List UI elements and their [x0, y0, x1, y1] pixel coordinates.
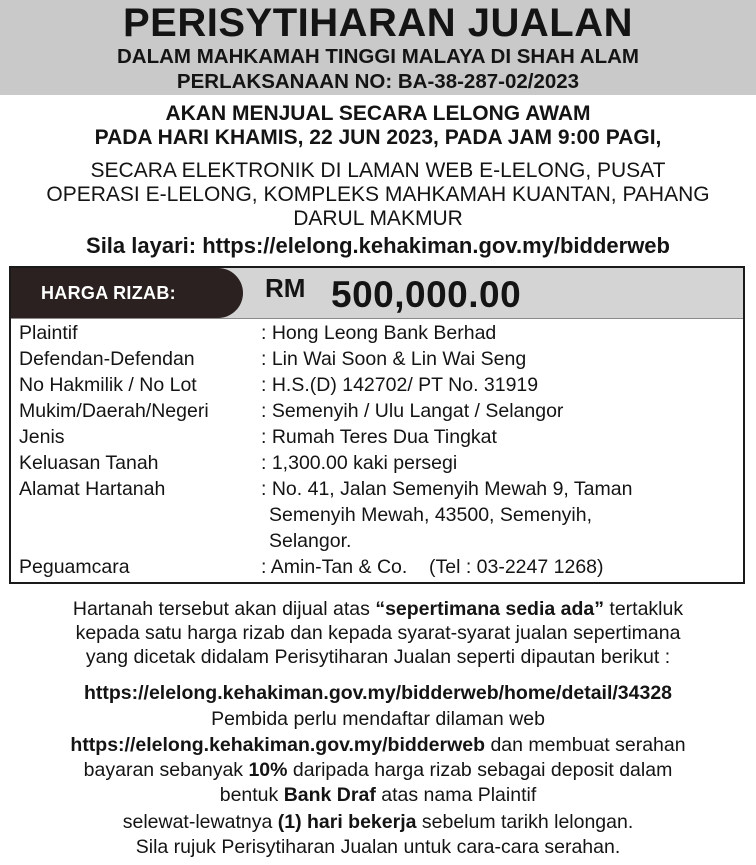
- register-link-line: [0, 733, 756, 758]
- deposit-line: [0, 758, 756, 783]
- terms-text: atas nama Plaintif: [375, 784, 537, 806]
- reserve-price-currency: RM: [265, 273, 306, 303]
- terms-text: selewat-lewatnya: [122, 811, 278, 833]
- terms-text: dan membuat serahan: [485, 734, 686, 756]
- detail-value: : H.S.(D) 142702/ PT No. 31919: [261, 374, 539, 396]
- terms-text: daripada harga rizab sebagai deposit dalam: [287, 759, 673, 781]
- detail-value: : Rumah Teres Dua Tingkat: [261, 426, 497, 448]
- terms-line1: [0, 597, 756, 622]
- detail-key: Keluasan Tanah: [19, 452, 159, 474]
- auction-location-line2: OPERASI E-LELONG, KOMPLEKS MAHKAMAH KUANTAN, PAHANG: [46, 183, 710, 206]
- bank-draft: Bank Draf: [283, 784, 376, 806]
- bank-draft-line: [0, 783, 756, 808]
- refer-line: Sila rujuk Perisytiharan Jualan untuk cara-cara serahan.: [135, 836, 621, 858]
- detail-value: : Hong Leong Bank Berhad: [261, 322, 497, 344]
- detail-key: Defendan-Defendan: [19, 348, 195, 370]
- reserve-price-amount: 500,000.00: [331, 274, 522, 315]
- detail-value: : Amin-Tan & Co. (Tel : 03-2247 1268): [261, 556, 604, 578]
- execution-number: PERLAKSANAAN NO: BA-38-287-02/2023: [176, 70, 580, 93]
- detail-key: Peguamcara: [19, 556, 130, 578]
- detail-key: Mukim/Daerah/Negeri: [19, 400, 209, 422]
- court-name: DALAM MAHKAMAH TINGGI MALAYA DI SHAH ALAM: [117, 45, 639, 68]
- register-line: Pembida perlu mendaftar dilaman web: [211, 708, 545, 730]
- reserve-price-bar: [11, 268, 743, 319]
- auction-date: PADA HARI KHAMIS, 22 JUN 2023, PADA JAM 9:00 PAGI,: [94, 126, 662, 149]
- detail-key: Alamat Hartanah: [19, 478, 166, 500]
- reserve-price-label: HARGA RIZAB:: [11, 268, 243, 318]
- auction-location-line3: DARUL MAKMUR: [293, 207, 463, 230]
- deadline-line: [0, 810, 756, 835]
- notice-title: PERISYTIHARAN JUALAN: [122, 1, 634, 45]
- visit-website-line: Sila layari: https://elelong.kehakiman.gov.my/bidderweb: [86, 233, 670, 258]
- property-details-box: [9, 266, 745, 584]
- auction-announcement: AKAN MENJUAL SECARA LELONG AWAM: [165, 102, 591, 125]
- detail-value: : Lin Wai Soon & Lin Wai Seng: [261, 348, 527, 370]
- terms-text: bayaran sebanyak: [83, 759, 249, 781]
- terms-text: bentuk: [219, 784, 284, 806]
- detail-link[interactable]: https://elelong.kehakiman.gov.my/bidderweb/home/detail/34328: [83, 682, 673, 704]
- detail-key: Jenis: [19, 426, 65, 448]
- header-banner: [0, 0, 756, 95]
- terms-line2: kepada satu harga rizab dan kepada syarat-syarat jualan sepertimana: [75, 622, 681, 644]
- terms-emphasis: “sepertimana sedia ada”: [375, 598, 604, 620]
- auction-location-line1: SECARA ELEKTRONIK DI LAMAN WEB E-LELONG, PUSAT: [90, 159, 666, 182]
- detail-value: : No. 41, Jalan Semenyih Mewah 9, Taman: [261, 478, 633, 500]
- detail-value: Selangor.: [269, 530, 352, 552]
- detail-key: Plaintif: [19, 322, 78, 344]
- detail-value: Semenyih Mewah, 43500, Semenyih,: [269, 504, 593, 526]
- bidder-web-link[interactable]: https://elelong.kehakiman.gov.my/bidderweb: [70, 734, 486, 756]
- terms-line3: yang dicetak didalam Perisytiharan Jualan seperti dipautan berikut :: [85, 646, 671, 668]
- detail-key: No Hakmilik / No Lot: [19, 374, 197, 396]
- deposit-percent: 10%: [248, 759, 288, 781]
- working-day: (1) hari bekerja: [277, 811, 417, 833]
- terms-text: sebelum tarikh lelongan.: [416, 811, 634, 833]
- detail-value: : Semenyih / Ulu Langat / Selangor: [261, 400, 564, 422]
- detail-value: : 1,300.00 kaki persegi: [261, 452, 458, 474]
- terms-text: Hartanah tersebut akan dijual atas: [72, 598, 376, 620]
- terms-text: tertakluk: [604, 598, 684, 620]
